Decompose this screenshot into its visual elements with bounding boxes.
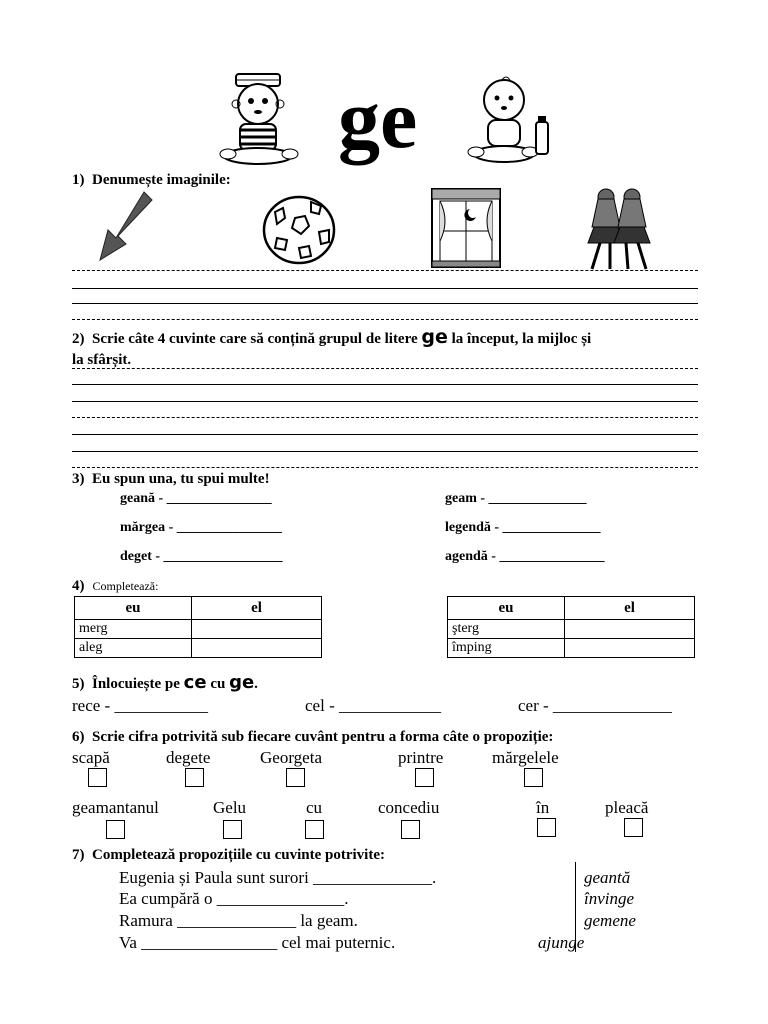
twins-icon xyxy=(580,185,660,273)
q5-item-3: cer - ______________ xyxy=(518,696,672,715)
word-bank-item: învinge xyxy=(584,889,635,908)
q7-sentence: Ea cumpără o _______________. xyxy=(119,889,349,908)
q6-word: concediu xyxy=(378,798,440,817)
ball-icon xyxy=(261,194,337,266)
q1-line xyxy=(72,270,698,271)
q2-line xyxy=(72,368,698,369)
q3-right-3: agendă - _______________ xyxy=(445,549,605,564)
q3-heading xyxy=(72,471,270,488)
answer-box[interactable] xyxy=(185,768,204,787)
q4-heading xyxy=(72,577,158,595)
window-icon xyxy=(430,187,502,269)
q5-text-b: cu xyxy=(210,676,226,692)
q6-word: geamantanul xyxy=(72,798,159,817)
q3-left-2: mărgea - _______________ xyxy=(120,520,282,535)
q4-text: Completează: xyxy=(92,579,159,593)
q1-number: 1) xyxy=(72,172,85,188)
q5-dot: . xyxy=(254,676,258,692)
q6-word: în xyxy=(536,798,550,817)
q2-heading xyxy=(72,327,702,371)
q1-heading xyxy=(72,172,231,189)
q3-left-1: geană - _______________ xyxy=(120,491,272,506)
q2-line xyxy=(72,467,698,468)
q5-text-a: Înlocuiește pe xyxy=(92,676,180,692)
table-header: el xyxy=(192,597,322,620)
answer-box[interactable] xyxy=(401,820,420,839)
q6-word: degete xyxy=(166,748,211,767)
q6-number: 6) xyxy=(72,729,85,745)
baby-with-hat-icon xyxy=(214,70,304,170)
word-bank-item: geantă xyxy=(584,868,631,887)
q7-sentence: Eugenia și Paula sunt surori ______________. xyxy=(119,868,437,887)
q2-number: 2) xyxy=(72,331,85,347)
q2-line xyxy=(72,434,698,435)
q7-number: 7) xyxy=(72,847,85,863)
table-header: eu xyxy=(448,597,565,620)
q7-sentence: Ramura ______________ la geam. xyxy=(119,911,358,930)
q2-text-b: la început, la mijloc și xyxy=(451,331,592,347)
q2-line xyxy=(72,384,698,385)
q6-word: cu xyxy=(306,798,323,817)
arrow-icon xyxy=(96,190,156,265)
q7-heading xyxy=(72,847,385,864)
q7-sentence: Va ________________ cel mai puternic. xyxy=(119,933,396,952)
baby-with-bottle-icon xyxy=(464,70,554,170)
q2-text-c: la sfârșit. xyxy=(72,352,132,368)
answer-box[interactable] xyxy=(286,768,305,787)
q5-number: 5) xyxy=(72,676,85,692)
answer-box[interactable] xyxy=(624,818,643,837)
q4-number: 4) xyxy=(72,578,85,594)
word-bank-item: gemene xyxy=(584,911,636,930)
answer-cell[interactable] xyxy=(192,639,322,658)
q2-highlight: ge xyxy=(421,326,448,348)
q6-word: pleacă xyxy=(605,798,649,817)
table-row xyxy=(448,620,695,639)
q6-word: Gelu xyxy=(213,798,247,817)
table-cell: aleg xyxy=(75,639,192,658)
q1-line xyxy=(72,319,698,320)
word-bank-item: ajunge xyxy=(538,933,585,952)
q1-line xyxy=(72,288,698,289)
q2-line xyxy=(72,401,698,402)
q6-word: mărgelele xyxy=(492,748,559,767)
q1-text: Denumește imaginile: xyxy=(92,172,231,188)
q3-left-3: deget - _________________ xyxy=(120,549,283,564)
q3-right-2: legendă - ______________ xyxy=(445,520,601,535)
q5-ge: ge xyxy=(229,672,255,693)
q3-number: 3) xyxy=(72,471,85,487)
q6-heading xyxy=(72,729,553,746)
answer-box[interactable] xyxy=(415,768,434,787)
q2-text-a: Scrie câte 4 cuvinte care să conțină grupul de litere xyxy=(92,331,418,347)
q7-text: Completează propozițiile cu cuvinte potrivite: xyxy=(92,847,385,863)
table-cell: împing xyxy=(448,639,565,658)
table-header: eu xyxy=(75,597,192,620)
q2-line xyxy=(72,451,698,452)
answer-box[interactable] xyxy=(106,820,125,839)
q5-ce: ce xyxy=(183,672,207,693)
answer-box[interactable] xyxy=(537,818,556,837)
answer-cell[interactable] xyxy=(565,639,695,658)
q4-table-1 xyxy=(74,596,322,658)
q4-table-2 xyxy=(447,596,695,658)
q6-word: scapă xyxy=(72,748,110,767)
answer-box[interactable] xyxy=(88,768,107,787)
q6-text: Scrie cifra potrivită sub fiecare cuvânt pentru a forma câte o propoziție: xyxy=(92,729,554,745)
answer-box[interactable] xyxy=(524,768,543,787)
table-cell: şterg xyxy=(448,620,565,639)
table-row xyxy=(75,639,322,658)
q5-item-1: rece - ___________ xyxy=(72,696,208,715)
q5-heading xyxy=(72,672,258,693)
answer-box[interactable] xyxy=(305,820,324,839)
q6-word: printre xyxy=(398,748,444,767)
table-header: el xyxy=(565,597,695,620)
q3-text: Eu spun una, tu spui multe! xyxy=(92,471,270,487)
page-title: ge xyxy=(338,73,418,166)
table-row xyxy=(448,639,695,658)
q5-item-2: cel - ____________ xyxy=(305,696,441,715)
table-cell: merg xyxy=(75,620,192,639)
q1-line xyxy=(72,303,698,304)
answer-box[interactable] xyxy=(223,820,242,839)
table-row xyxy=(75,620,322,639)
q6-word: Georgeta xyxy=(260,748,322,767)
q3-right-1: geam - ______________ xyxy=(445,491,587,506)
answer-cell[interactable] xyxy=(192,620,322,639)
q2-line xyxy=(72,417,698,418)
answer-cell[interactable] xyxy=(565,620,695,639)
